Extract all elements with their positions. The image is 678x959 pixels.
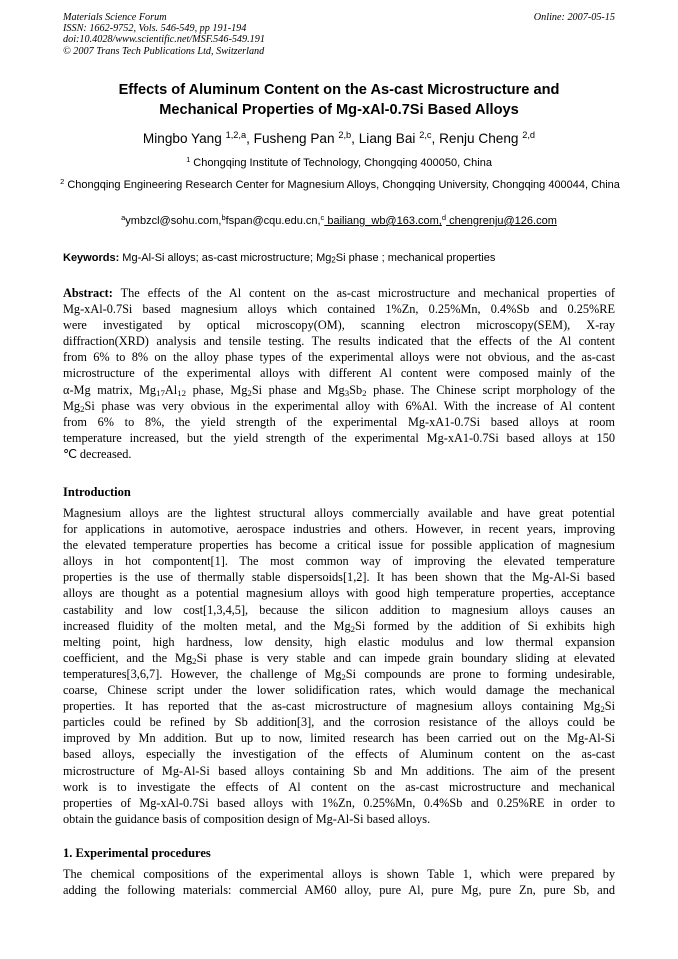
author-affiliation-marker: 2,d	[522, 129, 536, 140]
title-line-1: Effects of Aluminum Content on the As-cast Microstructure and	[118, 82, 560, 98]
journal-name: Materials Science Forum	[63, 12, 167, 23]
email-address[interactable]: fspan@cqu.edu.cn,	[225, 215, 321, 227]
issn-line: ISSN: 1662-9752, Vols. 546-549, pp 191-194	[63, 23, 247, 35]
abstract-line: temperature increased, but the yield strength of the experimental Mg-xA1-0.7Si based alloys at 150	[63, 430, 615, 445]
abstract-line: Abstract: The effects of the Al content on the as-cast microstructure and mechanical properties of	[63, 286, 615, 300]
abstract-line: diffraction(XRD) analysis and tensile testing. The results indicated that the effects of the Al content	[63, 334, 615, 349]
doi-line: doi:10.4028/www.scientific.net/MSF.546-549.191	[63, 34, 265, 46]
author-affiliation-marker: 2,c	[419, 129, 432, 140]
introduction-paragraph	[63, 505, 615, 827]
abstract-line: from 6% to 8%, the yield strength of the experimental Mg-xA1-0.7Si based alloys at room	[63, 414, 615, 429]
author-affiliation-marker: 1,2,a	[225, 129, 247, 140]
introduction-line: coarse, Chinese script under the lower solidification rates, which would damage the mechanical	[63, 683, 615, 698]
affiliation-1	[40, 156, 638, 170]
copyright-line: © 2007 Trans Tech Publications Ltd, Switzerland	[63, 45, 265, 57]
email-marker: c	[320, 212, 325, 222]
abstract-line: Mg-xAl-0.7Si based magnesium alloys which contained 1%Zn, 0.25%Mn, 0.4%Sb and 0.25%RE	[63, 302, 615, 317]
abstract-line: were investigated by optical microscopy(OM), scanning electron microscopy(SEM), X-ray	[63, 318, 615, 333]
keywords-text: Mg-Al-Si alloys; as-cast microstructure; $Mg_2Si$ phase ; mechanical properties	[119, 252, 496, 265]
affiliation-2	[60, 178, 620, 192]
abstract-line: $Mg_2Si$ phase was very obvious in the experimental alloy with 6%Al. With the increase of Al content	[63, 398, 615, 414]
experimental-paragraph	[63, 866, 615, 898]
introduction-heading: Introduction	[63, 485, 131, 499]
online-date: Online: 2007-05-15	[533, 12, 615, 23]
abstract-line: from 6% to 8% on the alloy phase types of the experimental alloys were not obvious, and the as-cast	[63, 350, 615, 365]
introduction-line: temperatures[3,6,7]. However, the challenge of $Mg_2Si$ compounds are prone to forming undesirable,	[63, 666, 615, 682]
introduction-line: Magnesium alloys are the lightest structural alloys commercially available and have great potential	[63, 506, 615, 520]
introduction-line: castability and low cost[1,3,4,5], because the silicon addition to magnesium alloys causes an	[63, 602, 615, 617]
introduction-line: the elevated temperature properties has become a critical issue for possible application of magnesium	[63, 538, 615, 553]
author-separator: ,	[246, 131, 254, 146]
introduction-line: alloys are thought as a potential magnesium alloys with good high temperature properties, acceptance	[63, 586, 615, 601]
introduction-line: improved by Mn addition. But up to now, limited research has been carried out on the Mg-Al-Si	[63, 731, 615, 746]
author-affiliation-marker: 2,b	[338, 129, 352, 140]
introduction-line: based alloys, especially the investigation of the effects of Aluminum content on the as-cast	[63, 747, 615, 762]
author-separator: ,	[351, 131, 359, 146]
keywords	[63, 251, 623, 265]
title-line-2: Mechanical Properties of Mg-xAl-0.7Si Based Alloys	[159, 102, 519, 118]
journal-header	[63, 12, 615, 57]
introduction-line: alloys in hot compontent[1]. The most common way of improving the elevated temperature	[63, 554, 615, 569]
affiliation-2-marker: 2	[60, 176, 65, 186]
introduction-line: coefficient, and the $Mg_2Si$ phase is very stable and can impede grain boundary sliding at elevated	[63, 650, 615, 666]
affiliation-1-marker: 1	[186, 154, 191, 164]
email-address[interactable]: bailiang_wb@163.com,	[324, 215, 442, 227]
author-name: Renju Cheng	[439, 131, 523, 146]
abstract-line: α-Mg matrix, $Mg_{17}Al_{12}$ phase, $Mg_2Si$ phase and $Mg_3Sb_2$ phase. The Chinese script morphology of the	[63, 382, 615, 398]
affiliation-2-text: Chongqing Engineering Research Center for Magnesium Alloys, Chongqing University, Chongqing 400044, China	[67, 179, 620, 191]
email-address[interactable]: ymbzcl@sohu.com,	[125, 215, 222, 227]
introduction-line: obtain the guidance basis of composition design of Mg-Al-Si based alloys.	[63, 811, 431, 826]
keywords-label: Keywords:	[63, 252, 120, 264]
abstract-paragraph	[63, 285, 615, 462]
introduction-line: properties is the use of thermally stable dispersoids[1,2]. It has been shown that the Mg-Al-Si based	[63, 570, 615, 585]
experimental-line: The chemical compositions of the experimental alloys is shown Table 1, which were prepared by	[63, 867, 615, 881]
introduction-line: particles could be refined by Sb addition[3], and the corrosion resistance of the alloys could be	[63, 715, 615, 730]
author-separator: ,	[431, 131, 440, 146]
author-name: Mingbo Yang	[142, 131, 226, 146]
email-marker: b	[221, 212, 226, 222]
author-list	[40, 130, 638, 148]
experimental-line: adding the following materials: commercial AM60 alloy, pure Al, pure Mg, pure Zn, pure Sb, and	[63, 883, 615, 898]
email-marker: d	[441, 212, 447, 222]
introduction-line: microstructure of Mg-Al-Si based alloys containing Sb and Mn additions. The aim of the present	[63, 763, 615, 778]
introduction-line: for applications in automotive, aerospace industries and others. However, in recent years, improving	[63, 522, 615, 537]
paper-title	[50, 80, 628, 120]
introduction-line: properties. It has reported that the as-cast microstructure of magnesium alloys containing $Mg_2Si$	[63, 699, 615, 715]
email-marker: a	[121, 212, 126, 222]
affiliation-1-text: Chongqing Institute of Technology, Chongqing 400050, China	[193, 157, 492, 169]
introduction-line: increased fluidity of the molten metal, and the $Mg_2Si$ formed by the addition of Si exhibits high	[63, 618, 615, 634]
author-name: Liang Bai	[358, 131, 420, 146]
introduction-line: properties of Mg-xAl-0.7Si based alloys with 1%Zn, 0.25%Mn, 0.4%Sb and 0.25%RE in order to	[63, 795, 615, 810]
introduction-line: work is to investigate the effects of Al content on the as-cast microstructure and mechanical	[63, 779, 615, 794]
introduction-line: melting point, high hardness, low density, high elastic modulus and low thermal expansion	[63, 634, 615, 649]
abstract-line: ℃ decreased.	[63, 446, 132, 461]
experimental-heading: 1. Experimental procedures	[63, 846, 211, 860]
author-name: Fusheng Pan	[253, 131, 339, 146]
email-address[interactable]: chengrenju@126.com	[446, 215, 557, 227]
author-emails	[40, 214, 638, 228]
abstract-line: microstructure of the experimental alloys with different Al content were composed mainly of the	[63, 366, 615, 381]
